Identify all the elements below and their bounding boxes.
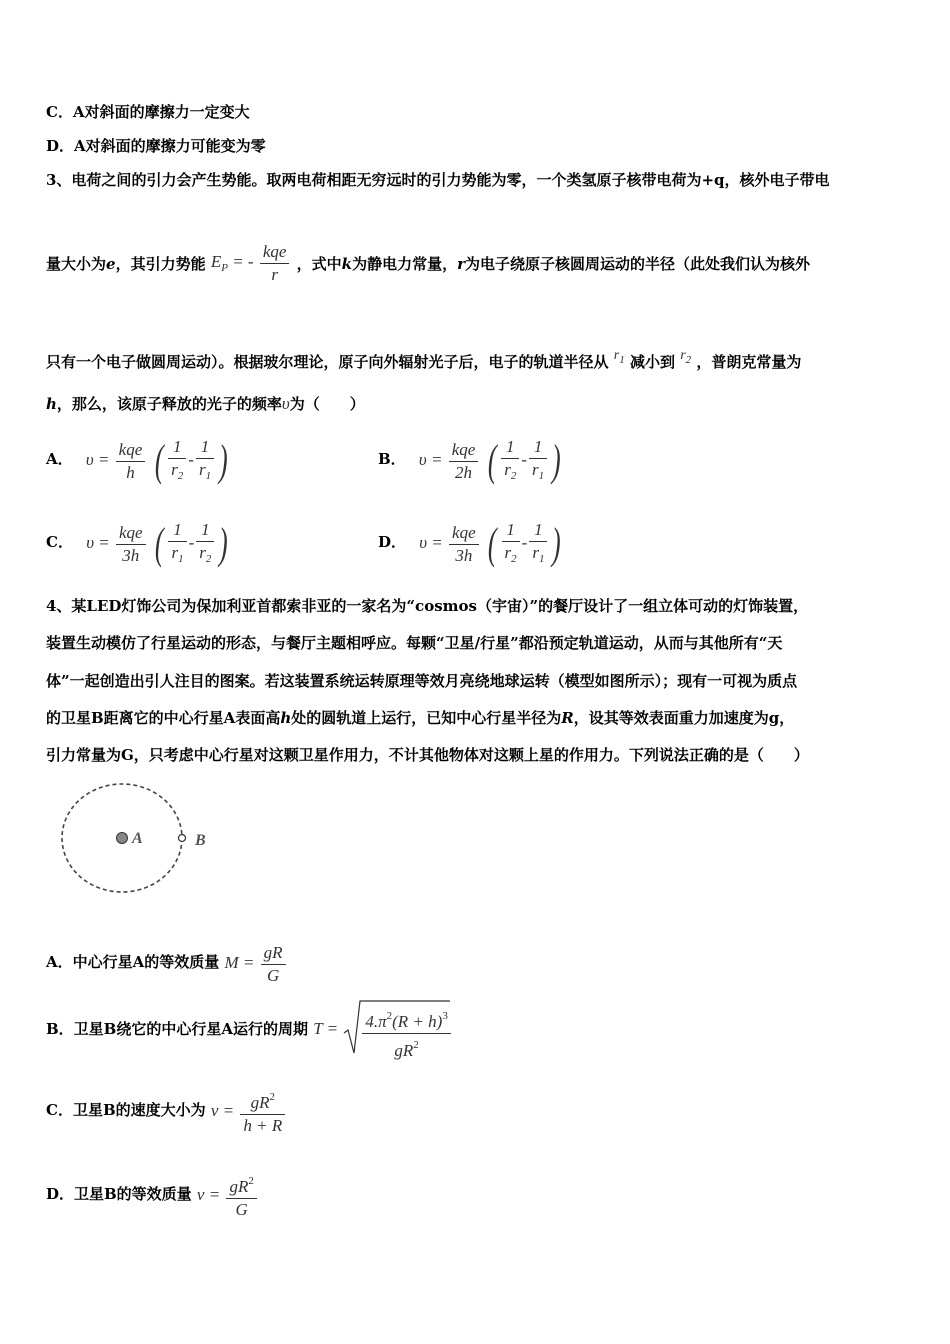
r2-symbol: $r_2$ (680, 348, 692, 366)
q4-line-3: 体”一起创造出引人注目的图案。若这装置系统运转原理等效月亮绕地球运转（模型如图所示）；现有一可视为质点 (46, 672, 798, 690)
q3-option-c: C． υ = $\frac{\text{kqe}}{3h}$ ( $\frac{1}{r_1}$ - $\frac{1}{r_2}$ ) (46, 519, 229, 569)
ep-formula: $E_P$ = - $\frac{\text{kqe}}{r}$ (211, 232, 292, 298)
label-b: B (195, 832, 206, 849)
q4-option-a: A．中心行星A的等效质量 M = $\frac{gR}{G}$ (46, 937, 288, 988)
sqrt-sign: $\frac{4.\pi^2(R + h)^3}{gR^2}$ (342, 999, 452, 1062)
q4-option-b: B．卫星B绕它的中心行星A运行的周期 T = $\frac{4.\pi^2(R + h)^3}{gR^2}$ (46, 998, 453, 1062)
satellite-b (179, 835, 186, 842)
q4-line-5: 引力常量为G，只考虑中心行星对这颗卫星作用力，不计其他物体对这颗上星的作用力。下列说法正确的是（ ） (46, 746, 809, 764)
q3-line-2: 量大小为e，其引力势能 $E_P$ = - $\frac{\text{kqe}}{r}$ ，式中k为静电力常量，r为电子绕原子核圆周运动的半径（此处我们认为核外 (46, 232, 810, 298)
q4-line-4: 的卫星B距离它的中心行星A表面高h处的圆轨道上运行，已知中心行星半径为R，设其等效表面重力加速度为g， (46, 709, 795, 727)
q3-line-3: 只有一个电子做圆周运动）。根据玻尔理论，原子向外辐射光子后，电子的轨道半径从 $r_1$ 减小到 $r_2$ ，普朗克常量为 (46, 348, 802, 371)
q4-option-c: C．卫星B的速度大小为 v = $\frac{gR^2}{h + R}$ (46, 1084, 287, 1137)
q3-line-4: h，那么，该原子释放的光子的频率υ为（ ） (46, 394, 365, 413)
r1-symbol: $r_1$ (613, 348, 625, 366)
nu-symbol: υ (281, 394, 290, 413)
label-a: A (132, 830, 143, 847)
q3-option-b: B． υ = $\frac{\text{kqe}}{2h}$ ( $\frac{1}{r_2}$ - $\frac{1}{r_1}$ ) (378, 436, 561, 486)
planet-a (117, 833, 128, 844)
q3-line-1: 3、电荷之间的引力会产生势能。取两电荷相距无穷远时的引力势能为零，一个类氢原子核带电荷为+q，核外电子带电 (46, 171, 830, 189)
q4-option-d: D．卫星B的等效质量 v = $\frac{gR^2}{G}$ (46, 1168, 259, 1221)
q2-option-d: D．A对斜面的摩擦力可能变为零 (46, 137, 266, 155)
orbit-figure (56, 782, 226, 898)
q3-option-a: A． υ = $\frac{\text{kqe}}{h}$ ( $\frac{1}{r_2}$ - $\frac{1}{r_1}$ ) (46, 436, 228, 486)
q2-option-c: C．A对斜面的摩擦力一定变大 (46, 103, 250, 121)
q4-line-1: 4、某LED灯饰公司为保加利亚首都索非亚的一家名为“cosmos（宇宙）”的餐厅设计了一组立体可动的灯饰装置， (46, 597, 809, 615)
q4-line-2: 装置生动模仿了行星运动的形态，与餐厅主题相呼应。每颗“卫星/行星”都沿预定轨道运动，从而与其他所有“天 (46, 634, 783, 652)
q3-option-d: D． υ = $\frac{\text{kqe}}{3h}$ ( $\frac{1}{r_2}$ - $\frac{1}{r_1}$ ) (378, 519, 562, 569)
